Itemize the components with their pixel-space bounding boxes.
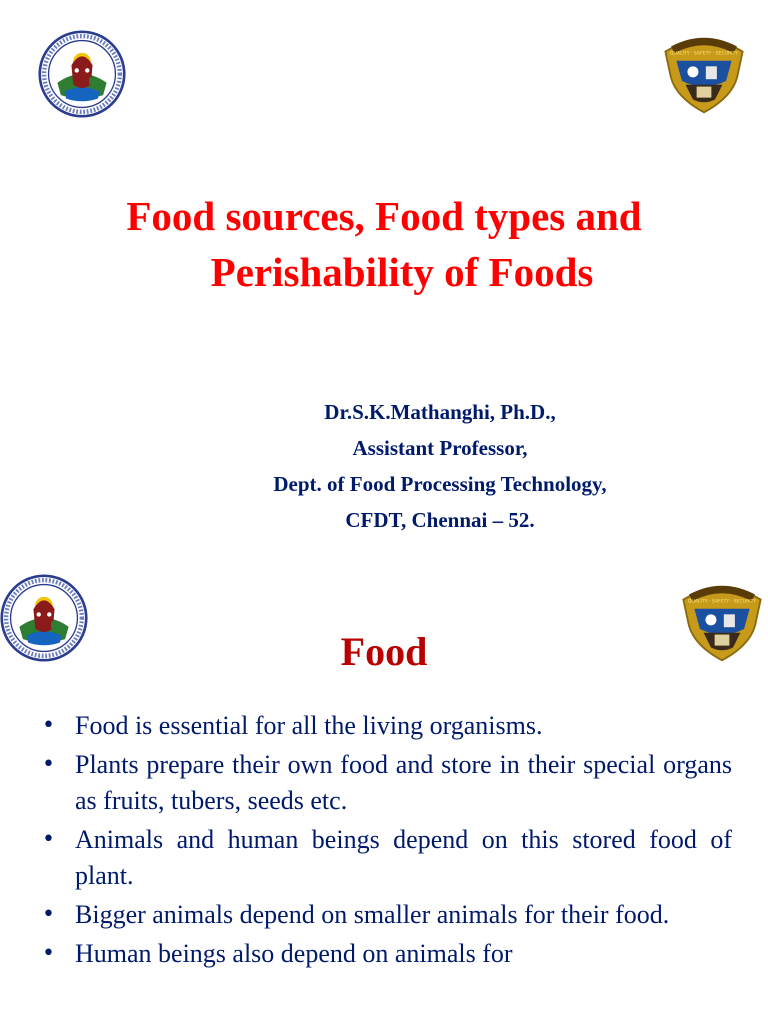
bullet-list xyxy=(42,708,732,975)
bullet-text: Human beings also depend on animals for xyxy=(75,939,513,968)
bullet-text: Plants prepare their own food and store in their special organs as fruits, tubers, seeds etc. xyxy=(75,750,732,815)
author-block xyxy=(190,394,690,538)
university-seal-icon xyxy=(38,30,126,118)
list-item xyxy=(42,747,732,819)
author-institution: CFDT, Chennai – 52. xyxy=(345,508,535,532)
list-item xyxy=(42,897,732,933)
bullet-text: Animals and human beings depend on this stored food of plant. xyxy=(75,825,732,890)
author-department: Dept. of Food Processing Technology, xyxy=(273,472,607,496)
slide-title xyxy=(0,188,768,300)
list-item xyxy=(42,822,732,894)
bullet-dot-icon: • xyxy=(42,752,55,777)
author-position: Assistant Professor, xyxy=(352,436,528,460)
college-crest-icon xyxy=(658,24,750,116)
bullet-dot-icon: • xyxy=(42,713,55,738)
bullet-text: Food is essential for all the living organisms. xyxy=(75,711,543,740)
bullet-dot-icon: • xyxy=(42,827,55,852)
bullet-dot-icon: • xyxy=(42,902,55,927)
slide-heading: Food xyxy=(340,629,428,674)
title-line-2: Perishability of Foods xyxy=(210,249,594,295)
content-slide xyxy=(0,570,768,1024)
title-line-1: Food sources, Food types and xyxy=(126,193,642,239)
bullet-dot-icon: • xyxy=(42,941,55,966)
list-item xyxy=(42,936,732,972)
bullet-text: Bigger animals depend on smaller animals for their food. xyxy=(75,900,670,929)
list-item xyxy=(42,708,732,744)
author-name: Dr.S.K.Mathanghi, Ph.D., xyxy=(324,400,556,424)
